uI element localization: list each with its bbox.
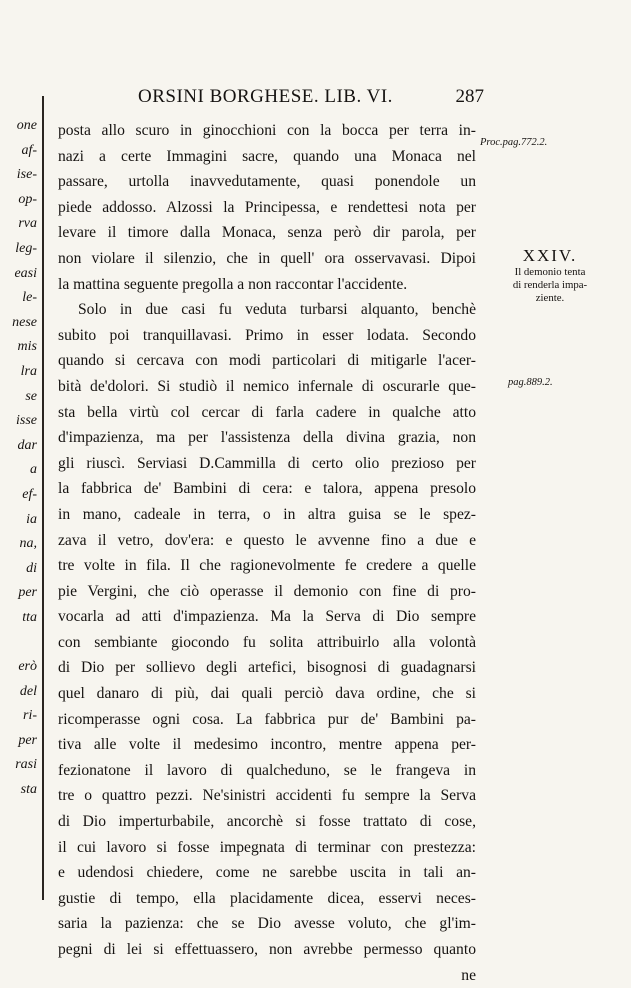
text-line: il cui lavoro si fosse impegnata di terminar con prestezza: (58, 838, 476, 856)
text-line: non violare il silenzio, che in quell' ora osservavasi. Dipoi (58, 249, 476, 267)
text-line: pie Vergini, che ciò operasse il demonio con fine di pro- (58, 582, 476, 600)
margin-fragment: dar (17, 437, 37, 453)
text-line: e udendosi chiedere, come ne sarebbe uscita in tali an- (58, 864, 476, 882)
margin-fragment: per (18, 732, 37, 748)
text-line: saria la pazienza: che se Dio avesse voluto, che gl'im- (58, 915, 476, 933)
text-line: passare, urtolla inavvedutamente, quasi ponendole un (58, 173, 476, 191)
text-line: tre o quattro pezzi. Ne'sinistri accidenti fu sempre la Serva (58, 787, 476, 805)
margin-fragment: a (30, 462, 37, 478)
body-text (58, 118, 476, 988)
margin-fragment: rasi (15, 757, 37, 773)
text-line: tiva alle volte il medesimo incontro, mentre appena per- (58, 736, 476, 754)
text-line: ne (461, 966, 476, 984)
text-line: in mano, cadeale in terra, o in altra guisa se le spez- (58, 505, 476, 523)
section-number: XXIV. (522, 246, 578, 265)
margin-fragment: se (25, 388, 37, 404)
margin-fragment: one (16, 118, 37, 133)
margin-fragment: sta (20, 782, 37, 798)
text-line: nazi a certe Immagini sacre, quando una Monaca nel (58, 147, 476, 165)
margin-fragment (0, 630, 40, 655)
text-line: zava il vetro, dov'era: e questo le avvenne fino a due e (58, 531, 476, 549)
text-line: sta bella virtù col cercar di farla cadere in qualche atto (58, 403, 476, 421)
section-summary-line-1: Il demonio tenta (514, 266, 586, 278)
text-line: fezionatone il lavoro di qualcheduno, se le frangeva in (58, 761, 476, 779)
gutter-line (42, 96, 44, 900)
margin-fragment: na, (19, 536, 37, 552)
text-line: con sembiante giocondo fu solita attribuirlo alla volontà (58, 633, 476, 651)
text-line: ricomperasse ogni cosa. La fabbrica pur de' Bambini pa- (58, 710, 476, 728)
marginal-reference-1: Proc.pag.772.2. (480, 137, 548, 148)
text-line: d'impazienza, ma per l'assistenza della divina grazia, non (58, 429, 476, 447)
margin-fragment: ise- (16, 167, 37, 183)
text-line: la mattina seguente pregolla a non raccontar l'accidente. (58, 275, 408, 293)
margin-fragment: erò (18, 659, 37, 675)
text-line: pegni di lei si effettuassero, non avrebbe permesso quanto (58, 941, 476, 958)
text-line: di Dio per sollievo degli artefici, bisognosi di guadagnarsi (58, 659, 476, 677)
margin-fragment: isse (16, 413, 37, 429)
margin-fragment: lra (20, 363, 37, 379)
running-title: ORSINI BORGHESE. LIB. VI. (138, 86, 393, 107)
margin-fragment: op- (18, 191, 37, 207)
text-line: subito poi tranquillavasi. Primo in esser lodata. Secondo (58, 326, 476, 344)
text-line: Solo in due casi fu veduta turbarsi alquanto, benchè (78, 301, 476, 319)
marginal-reference-2: pag.889.2. (508, 377, 553, 388)
text-line: la fabbrica de' Bambini di cera: e talora, appena presolo (58, 480, 476, 498)
margin-fragment: le- (22, 290, 37, 306)
text-line: vocarla ad atti d'impazienza. Ma la Serva di Dio sempre (58, 608, 476, 626)
text-line: quando si cercava con modi particolari di mitigarle l'acer- (58, 352, 476, 370)
text-line: piede addosso. Alzossi la Principessa, e rendettesi nota per (58, 198, 476, 216)
margin-fragment: del (19, 683, 37, 699)
margin-fragment: easi (14, 265, 37, 281)
facing-page-fragments (0, 114, 40, 803)
text-line: gustie di tempo, ella placidamente dicea, esservi neces- (58, 889, 476, 907)
text-line: bità de'dolori. Si studiò il nemico infernale di oscurarle que- (58, 377, 476, 395)
margin-fragment: leg- (15, 240, 37, 256)
text-line: posta allo scuro in ginocchioni con la bocca per terra in- (58, 122, 476, 139)
section-note (480, 246, 620, 305)
text-line: quel danaro di più, dai quali perciò dava ordine, che si (58, 685, 476, 703)
text-line: gli riuscì. Serviasi D.Cammilla di certo olio prezioso per (58, 454, 476, 472)
text-line: levare il timore dalla Monaca, senza però dir parola, per (58, 224, 476, 242)
margin-fragment: ef- (22, 486, 37, 502)
margin-fragment: tta (22, 609, 37, 625)
margin-fragment: ri- (23, 708, 37, 724)
margin-fragment: mis (17, 339, 37, 355)
section-summary-line-2: di renderla impa- (512, 279, 588, 291)
margin-fragment: nese (12, 314, 37, 330)
text-line: di Dio imperturbabile, ancorchè si fosse trattato di cose, (58, 813, 476, 831)
page-header (100, 86, 490, 116)
margin-fragment: per (18, 585, 37, 601)
margin-fragment: ia (26, 511, 37, 527)
margin-fragment: af- (21, 142, 37, 158)
section-summary-line-3: ziente. (535, 292, 565, 304)
margin-fragment: rva (18, 216, 37, 232)
page-number: 287 (455, 86, 484, 107)
text-line: tre volte in fila. Il che ragionevolmente fe credere a quelle (58, 557, 476, 575)
margin-fragment: di (26, 560, 37, 576)
